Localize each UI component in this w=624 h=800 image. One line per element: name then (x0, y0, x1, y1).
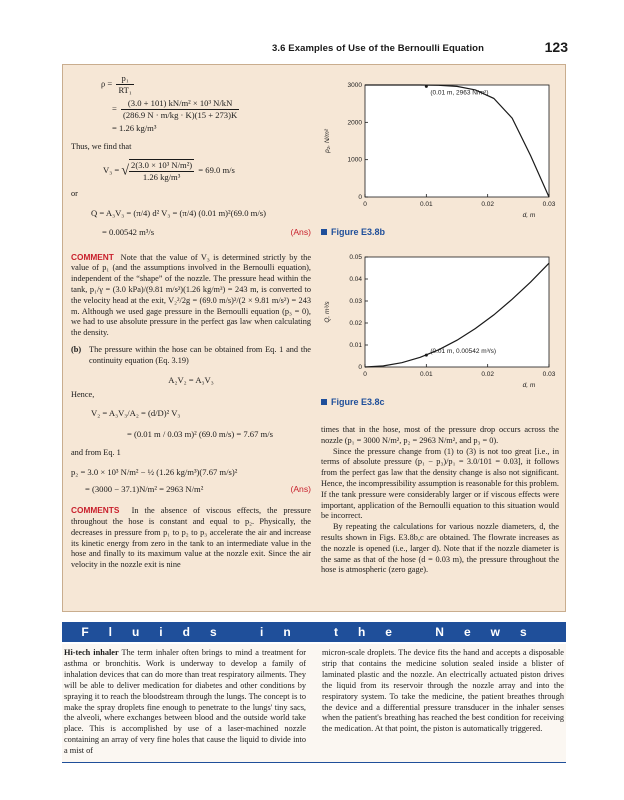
caption-e38c (321, 397, 385, 407)
p2-value: = (3000 − 37.1)N/m² = 2963 N/m² (85, 484, 204, 495)
hence-text: Hence, (71, 389, 95, 399)
density-frac1 (116, 73, 133, 96)
chart-c-xtick-label: 0 (363, 371, 367, 378)
section-title: 3.6 Examples of Use of the Bernoulli Equation (272, 43, 484, 54)
v3-frac (129, 159, 194, 183)
comments-2 (71, 505, 311, 571)
density-frac1-num: p₁ (116, 73, 133, 85)
page-number: 123 (544, 39, 568, 55)
comments-2-text: In the absence of viscous effects, the pressure throughout the hose is constant and equal to p₂. Physically, the decreases in pressure from p₁ to p₂ to p₃ accelerate the air and increase its kinetic energy from zero in the tank to an intermediate value in the hose and finally to its maximum value at the nozzle exit. Since the air velocity in the nozzle exit is nine (71, 506, 311, 570)
chart-b-annotation: (0.01 m, 2963 N/m²) (430, 89, 489, 97)
density-frac2-den: (286.9 N · m/kg · K)(15 + 273)K (123, 110, 238, 120)
answer-tag-1: (Ans) (290, 226, 311, 237)
para-1: times that in the hose, most of the pressure drop occurs across the nozzle (p₁ = 3000 N/m², p₂ = 2963 N/m², and p₃ = 0). (321, 425, 559, 445)
v3-result: = 69.0 m/s (198, 164, 235, 175)
density-result: = 1.26 kg/m³ (112, 123, 157, 133)
density-frac2 (121, 98, 239, 121)
flowrate-value: = 0.00542 m³/s (102, 226, 155, 237)
chart-b-xtick-label: 0 (363, 201, 367, 208)
v2-equation: V₂ = A₃V₃/A₂ = (d/D)² V₃ (91, 408, 181, 419)
chart-b-ylabel: p₂, N/m² (324, 129, 331, 153)
news-left-column (64, 648, 306, 757)
caption-e38c-text: Figure E3.8c (331, 397, 385, 407)
or-text: or (71, 188, 78, 198)
p2-result (85, 484, 311, 495)
density-equation (101, 73, 311, 96)
news-box (62, 644, 566, 763)
chart-e38b (321, 77, 557, 227)
chart-c-ytick-label: 0.02 (349, 320, 362, 327)
chart-b-xtick-label: 0.01 (420, 201, 433, 208)
answer-tag-2: (Ans) (290, 484, 311, 495)
part-b (71, 345, 311, 367)
right-column-text (321, 425, 559, 576)
from-eq1-text: and from Eq. 1 (71, 448, 121, 458)
chart-b-annotation-point (425, 85, 428, 88)
chart-e38c (321, 249, 557, 397)
v3-equation: V₃ = √ $\frac{\text{2(3.0 × 10³ N/m²)}}{\text{1.26 kg/m³}}$ = 69.0 m/s (103, 159, 235, 182)
chart-c-ytick-label: 0.04 (349, 276, 362, 283)
caption-square-c (321, 399, 327, 405)
density-substitution: = $\frac{\text{(3.0 + 101) kN/m² × 10³ N/kN}}{(286.9 N \cdot m/kg \cdot K)(15 + 273)K}$ (112, 98, 238, 120)
caption-e38b (321, 227, 385, 237)
fluids-in-the-news-banner: Fluids in the News (62, 622, 566, 642)
chart-c-ytick-label: 0.03 (349, 298, 362, 305)
news-title: Hi-tech inhaler (64, 648, 119, 657)
chart-b-ytick-label: 3000 (347, 82, 362, 89)
news-right-column: micron-scale droplets. The device fits the hand and accepts a disposable strip that contains the medicine solution sealed inside a blister of laminated plastic and the nozzle. An electrically actuated piston drives the liquid from its reservoir through the nozzle array and into the respiratory system. To take the medicine, the patient breathes through the device and a differential pressure transducer in the inhaler senses when the patient's breathing has reached the best condition for receiving the medication. At that point, the piston is automatically triggered. (322, 648, 564, 734)
chart-c-ytick-label: 0.01 (349, 342, 362, 349)
density-frac2-num: (3.0 + 101) kN/m² × 10³ N/kN (121, 98, 239, 110)
chart-c-ytick-label: 0.05 (349, 254, 362, 261)
chart-b-ytick-label: 0 (358, 194, 362, 201)
page-header (60, 39, 568, 60)
comments-2-label: COMMENTS (71, 505, 120, 516)
chart-b-xlabel: d, m (522, 212, 536, 219)
caption-e38b-text: Figure E3.8b (331, 227, 386, 237)
para-2: Since the pressure change from (1) to (3) is not too great [i.e., in terms of absolute pressure (p₁ − p₃)/p₁ = 3.0/101 = 0.03], it follows from the perfect gas law that the density change is also not significant. Hence, the incompressibility assumption is reasonable for this problem. If the tank pressure were considerably larger or if viscous effects were important, application of the Bernoulli equation to this situation would be incorrect. (321, 446, 559, 521)
v2-result: = (0.01 m / 0.03 m)² (69.0 m/s) = 7.67 m/s (127, 429, 273, 440)
example-panel (62, 64, 566, 612)
comment-1-text: Note that the value of V₃ is determined strictly by the value of p₁ (and the assumptions involved in the Bernoulli equation), independent of the “shape” of the nozzle. The pressure head within the tank, p₁/γ = (3.0 kPa)/(9.81 m/s²)(1.26 kg/m³) = 243 m, is converted to the velocity head at the exit, V₂²/2g = (69.0 m/s)²/(2 × 9.81 m/s²) = 243 m. Although we used gage pressure in the Bernoulli equation (p₃ = 0), we had to use absolute pressure in the perfect gas law when calculating the density. (71, 252, 311, 338)
v3-den: 1.26 kg/m³ (142, 171, 181, 182)
density-frac1-den: RT₁ (118, 85, 132, 95)
chart-b-xtick-label: 0.03 (542, 201, 556, 208)
chart-c-xtick-label: 0.01 (420, 371, 433, 378)
density-lhs: ρ = (101, 78, 113, 89)
news-left-text: The term inhaler often brings to mind a treatment for asthma or bronchitis. Work is underway to develop a family of inhalation devices that can do more than treat respiratory ailments. They will be able to deliver medication for diabetes and other conditions by spraying it to reach the bloodstream through the lungs. The concept is to make the spray droplets fine enough to penetrate to the lungs' tiny sacs, the alveoli, where exchanges between blood and the outside world take place. This is accomplished by use of a laser-machined nozzle containing an array of very fine holes that cause the liquid to divide into a mist of (64, 648, 306, 756)
flowrate-equation: Q = A₃V₃ = (π/4) d² V₃ = (π/4) (0.01 m)²(69.0 m/s) (91, 207, 266, 218)
chart-b-xtick-label: 0.02 (481, 201, 494, 208)
v3-num: 2(3.0 × 10³ N/m²) (131, 159, 193, 170)
part-b-label: (b) (71, 344, 82, 354)
para-3: By repeating the calculations for various nozzle diameters, d, the results shown in Figs. E3.8b,c are obtained. The flowrate increases as the nozzle is opened (i.e., larger d). Note that if the nozzle diameter is the same as that of the hose (d = 0.03 m), the pressure throughout the hose is atmospheric (zero gage). (321, 522, 559, 575)
chart-c-annotation: (0.01 m, 0.00542 m³/s) (430, 348, 497, 356)
chart-c-ytick-label: 0 (358, 364, 362, 371)
chart-b-ytick-label: 2000 (347, 119, 362, 127)
chart-c-xtick-label: 0.03 (542, 371, 556, 378)
part-b-text: The pressure within the hose can be obtained from Eq. 1 and the continuity equation (Eq. 3.19) (89, 344, 311, 365)
chart-b-ytick-label: 1000 (347, 156, 362, 164)
chart-c-annotation-point (425, 354, 428, 357)
v3-lhs: V₃ = (103, 164, 120, 175)
chart-c-xtick-label: 0.02 (481, 371, 494, 378)
chart-c-xlabel: d, m (522, 382, 536, 389)
comment-1 (71, 252, 311, 339)
thus-text: Thus, we find that (71, 142, 132, 151)
comment-1-label: COMMENT (71, 251, 114, 262)
flowrate-result (102, 227, 311, 238)
continuity-equation: A₂V₂ = A₃V₃ (168, 374, 214, 385)
chart-c-ylabel: Q, m³/s (324, 301, 331, 323)
left-column (71, 73, 311, 571)
caption-square-b (321, 229, 327, 235)
p2-equation: p₂ = 3.0 × 10³ N/m² − ½ (1.26 kg/m³)(7.67 m/s)² (71, 467, 238, 478)
chart-b-plot-area (365, 85, 549, 197)
